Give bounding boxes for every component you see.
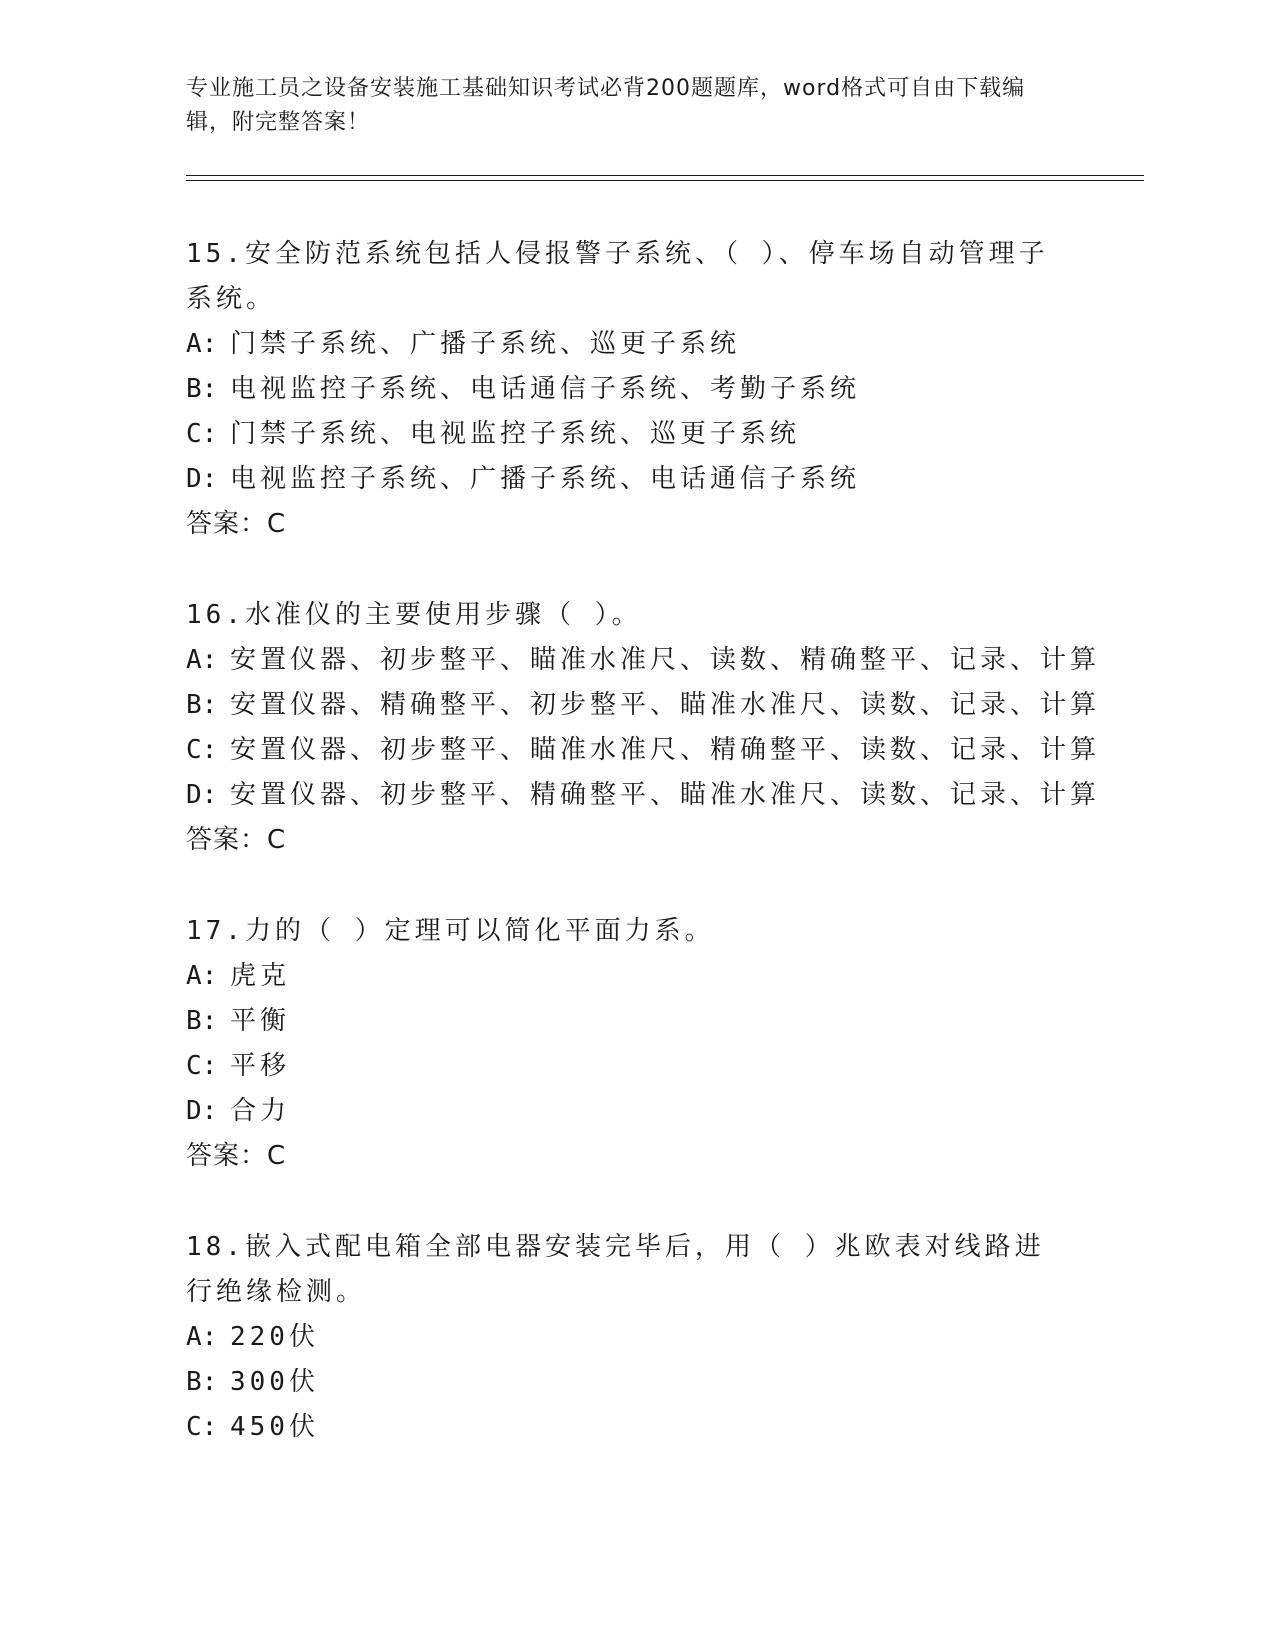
option-d (186, 457, 1066, 502)
option-key: C: (186, 419, 218, 449)
option-text: 450伏 (230, 1412, 319, 1442)
option-key: A: (186, 961, 218, 991)
option-key: D: (186, 464, 218, 494)
option-text: 电视监控子系统、广播子系统、电话通信子系统 (230, 464, 861, 494)
option-d (186, 773, 1101, 818)
option-text: 虎克 (230, 961, 291, 991)
option-text: 门禁子系统、广播子系统、巡更子系统 (230, 329, 741, 359)
option-key: D: (186, 1096, 218, 1126)
option-text: 平移 (230, 1051, 291, 1081)
option-d (186, 1089, 1066, 1134)
question-17 (186, 909, 1066, 1179)
option-b (186, 1360, 1066, 1405)
option-c (186, 1405, 1066, 1450)
option-b (186, 683, 1101, 728)
option-text: 安置仪器、精确整平、初步整平、瞄准水准尺、读数、记录、计算 (230, 690, 1101, 720)
option-a (186, 638, 1101, 683)
option-b (186, 367, 1066, 412)
option-text: 220伏 (230, 1322, 319, 1352)
question-answer: 答案：C (186, 825, 287, 855)
option-key: A: (186, 329, 218, 359)
question-answer: 答案：C (186, 509, 287, 539)
option-c (186, 728, 1101, 773)
option-key: A: (186, 645, 218, 675)
option-text: 安置仪器、初步整平、瞄准水准尺、精确整平、读数、记录、计算 (230, 735, 1101, 765)
option-a (186, 1315, 1066, 1360)
option-a (186, 322, 1066, 367)
option-key: D: (186, 780, 218, 810)
option-text: 安置仪器、初步整平、瞄准水准尺、读数、精确整平、记录、计算 (230, 645, 1101, 675)
option-key: B: (186, 1367, 218, 1397)
question-stem: 17.力的（ ）定理可以简化平面力系。 (186, 916, 715, 946)
option-key: C: (186, 1412, 218, 1442)
option-key: B: (186, 374, 218, 404)
question-answer: 答案：C (186, 1141, 287, 1171)
header-divider-bottom (186, 180, 1144, 181)
option-a (186, 954, 1066, 999)
option-key: B: (186, 1006, 218, 1036)
option-c (186, 412, 1066, 457)
question-stem: 16.水准仪的主要使用步骤（ ）。 (186, 600, 642, 630)
question-15 (186, 232, 1066, 547)
question-stem: 18.嵌入式配电箱全部电器安装完毕后，用（ ）兆欧表对线路进行绝缘检测。 (186, 1232, 1045, 1307)
document-header-title: 专业施工员之设备安装施工基础知识考试必背200题题库，word格式可自由下载编辑，附完整答案！ (186, 76, 1026, 135)
option-text: 300伏 (230, 1367, 319, 1397)
question-stem: 15.安全防范系统包括人侵报警子系统、（ ）、停车场自动管理子系统。 (186, 239, 1049, 314)
option-key: B: (186, 690, 218, 720)
option-key: A: (186, 1322, 218, 1352)
question-18 (186, 1225, 1066, 1450)
option-text: 门禁子系统、电视监控子系统、巡更子系统 (230, 419, 801, 449)
option-text: 电视监控子系统、电话通信子系统、考勤子系统 (230, 374, 861, 404)
question-16 (186, 593, 1101, 863)
option-key: C: (186, 1051, 218, 1081)
option-key: C: (186, 735, 218, 765)
header-divider-top (186, 175, 1144, 176)
option-b (186, 999, 1066, 1044)
option-text: 合力 (230, 1096, 291, 1126)
option-c (186, 1044, 1066, 1089)
option-text: 平衡 (230, 1006, 291, 1036)
option-text: 安置仪器、初步整平、精确整平、瞄准水准尺、读数、记录、计算 (230, 780, 1101, 810)
